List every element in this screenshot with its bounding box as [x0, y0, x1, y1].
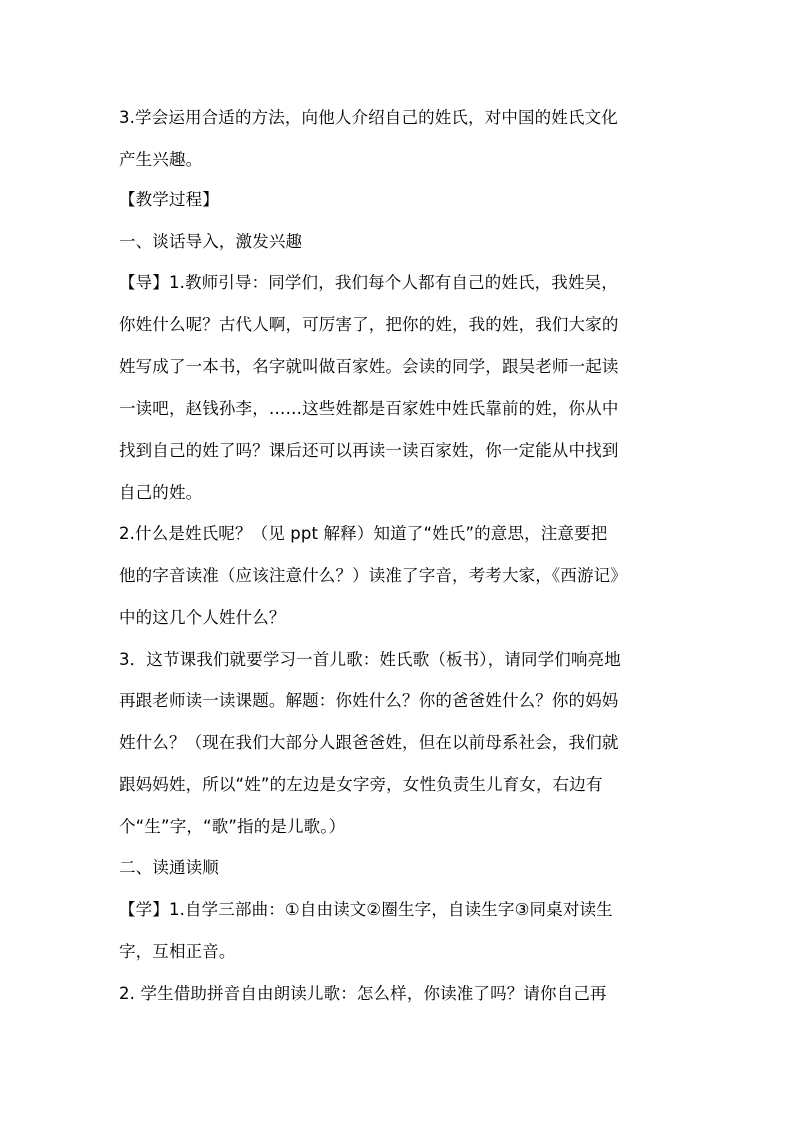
text-line-guide-6: 自己的姓。 — [119, 483, 203, 502]
text-line-guide-1: 【导】1.教师引导：同学们，我们每个人都有自己的姓氏，我姓吴， — [119, 273, 618, 292]
text-line-guide-5: 找到自己的姓了吗？课后还可以再读一读百家姓，你一定能从中找到 — [119, 441, 619, 460]
text-line-study-1: 【学】1.自学三部曲：①自由读文②圈生字，自读生字③同桌对读生 — [119, 900, 613, 919]
text-line-item-3-4: 跟妈妈姓，所以“姓”的左边是女字旁，女性负责生儿育女，右边有 — [119, 775, 603, 794]
text-line-guide-2: 你姓什么呢？古代人啊，可厉害了，把你的姓，我的姓，我们大家的 — [119, 315, 619, 334]
text-line-study-3: 2. 学生借助拼音自由朗读儿歌：怎么样，你读准了吗？请你自己再 — [119, 984, 607, 1003]
text-line-study-2: 字，互相正音。 — [119, 942, 236, 961]
text-line-guide-4: 一读吧，赵钱孙李，……这些姓都是百家姓中姓氏靠前的姓，你从中 — [119, 399, 619, 418]
text-line-guide-3: 姓写成了一本书，名字就叫做百家姓。会读的同学，跟吴老师一起读 — [119, 357, 619, 376]
text-line-item-2-1: 2.什么是姓氏呢？（见 ppt 解释）知道了“姓氏”的意思，注意要把 — [119, 524, 608, 543]
text-line-item-3-5: 个“生”字，“歌”指的是儿歌。） — [119, 817, 346, 836]
text-line-goal-3: 3.学会运用合适的方法，向他人介绍自己的姓氏，对中国的姓氏文化 — [119, 108, 618, 127]
section-heading-part-1: 一、谈话导入，激发兴趣 — [119, 232, 303, 251]
text-line-item-3-2: 再跟老师读一读课题。解题：你姓什么？你的爸爸姓什么？你的妈妈 — [119, 691, 619, 710]
text-line-item-3-3: 姓什么？（现在我们大部分人跟爸爸姓，但在以前母系社会，我们就 — [119, 733, 619, 752]
text-line-item-3-1: 3．这节课我们就要学习一首儿歌：姓氏歌（板书），请同学们响亮地 — [119, 650, 621, 669]
text-line-goal-3-cont: 产生兴趣。 — [119, 150, 203, 169]
section-heading-part-2: 二、读通读顺 — [119, 858, 219, 877]
text-line-item-2-3: 中的这几个人姓什么？ — [119, 608, 286, 627]
section-heading-teaching-process: 【教学过程】 — [119, 190, 219, 209]
text-line-item-2-2: 他的字音读准（应该注意什么？）读准了字音，考考大家，《西游记》 — [119, 566, 627, 585]
